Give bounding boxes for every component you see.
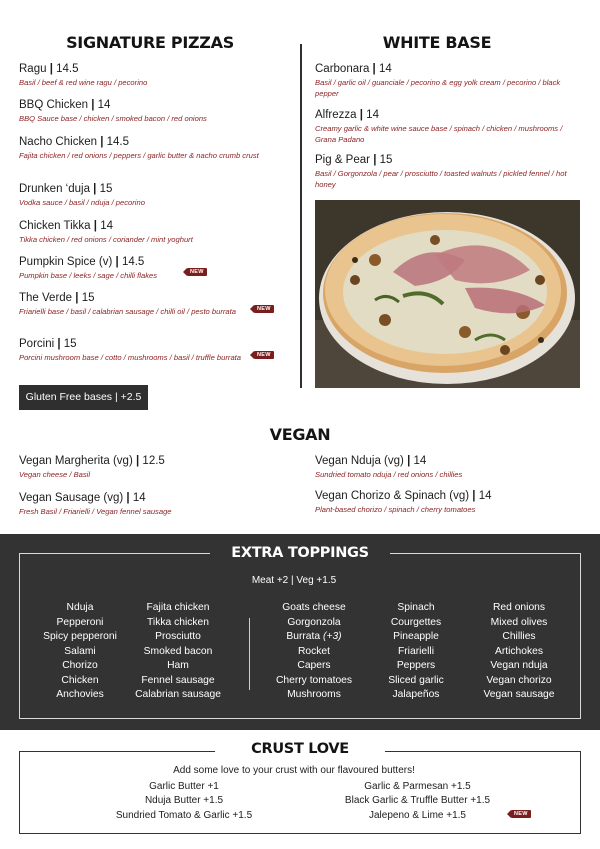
crust-butter: Jalepeno & Lime +1.5 [368,809,466,821]
topping: Spicy pepperoni [43,631,117,642]
topping: Cherry tomatoes [275,674,353,686]
item-name: Vegan Nduja (vg) [315,455,404,467]
topping: Sliced garlic [388,674,444,686]
white-base-heading: WHITE BASE [382,33,492,52]
item-name: Ragu [19,63,47,75]
item-description: Basil / garlic oil / guanciale / pecorino & egg yolk cream / pecorino / black pepper [315,78,561,98]
extra-toppings-heading: EXTRA TOPPINGS [210,543,390,563]
topping: Chorizo [62,660,98,671]
topping: Friarielli [397,645,435,657]
topping: Pepperoni [56,616,104,628]
item-price: 14 [378,63,392,75]
item-description: Basil / beef & red wine ragu / pecorino [19,78,148,87]
menu-item: Pumpkin Spice (v) | 14.5 Pumpkin base / leeks / sage / chilli flakes [19,256,289,282]
item-name: Porcini [19,338,55,350]
item-price: 14 [413,455,427,467]
topping: Mixed olives [490,616,548,628]
veg-toppings-col-1 [262,601,366,703]
item-price: 15 [63,338,77,350]
item-name: Vegan Sausage (vg) [19,492,124,504]
topping: Ham [167,660,189,671]
pizza-photo-image [315,200,580,388]
veg-toppings-col-3 [474,601,564,703]
item-name: Vegan Margherita (vg) [19,455,133,467]
menu-item: Vegan Chorizo & Spinach (vg) | 14 Plant-based chorizo / spinach / cherry tomatoes [315,490,585,516]
crust-butters-right [320,780,515,823]
menu-item: Vegan Sausage (vg) | 14 Fresh Basil / Friarielli / Vegan fennel sausage [19,492,289,518]
item-name: Vegan Chorizo & Spinach (vg) [315,490,470,502]
item-description: Fresh Basil / Friarielli / Vegan fennel sausage [19,507,172,516]
item-description: Vegan cheese / Basil [19,470,91,479]
topping: Chicken [61,674,99,686]
item-name: Pig & Pear [315,154,370,166]
topping: Rocket [297,645,331,657]
item-price: 14 [478,490,492,502]
item-description: Plant-based chorizo / spinach / cherry tomatoes [315,505,476,514]
item-price: 14 [100,220,114,232]
topping: Anchovies [56,689,104,700]
column-divider [300,44,302,388]
item-description: Sundried tomato nduja / red onions / chillies [315,470,463,479]
topping: Prosciutto [155,631,201,642]
crust-butter: Nduja Butter +1.5 [144,795,224,807]
pizza-photo [315,200,580,388]
item-name: BBQ Chicken [19,99,89,111]
topping: Nduja [66,602,94,613]
topping: Goats cheese [282,602,346,613]
item-price: 14.5 [56,63,79,75]
item-price: 12.5 [142,455,165,467]
item-description: Basil / Gorgonzola / pear / prosciutto / toasted walnuts / pickled fennel / hot honey [315,169,567,189]
item-price: 14 [132,492,146,504]
menu-item: The Verde | 15 Friarielli base / basil / calabrian sausage / chilli oil / pesto burrata [19,292,259,318]
topping: Smoked bacon [143,645,213,657]
menu-item: Pig & Pear | 15 Basil / Gorgonzola / pear / prosciutto / toasted walnuts / pickled fennel / hot honey [315,154,585,190]
item-price: 15 [99,183,113,195]
menu-item: Ragu | 14.5 Basil / beef & red wine ragu / pecorino [19,63,289,89]
topping: Mushrooms [287,689,341,700]
topping: Jalapeños [392,689,440,700]
new-badge: NEW [254,351,274,359]
topping: Calabrian sausage [135,689,221,700]
menu-item: Drunken ‘duja | 15 Vodka sauce / basil / nduja / pecorino [19,183,289,209]
item-name: Chicken Tikka [19,220,91,232]
item-price: 14.5 [121,256,145,268]
new-badge: NEW [511,810,531,818]
menu-item: Chicken Tikka | 14 Tikka chicken / red onions / coriander / mint yoghurt [19,220,289,246]
item-price: 15 [379,154,393,166]
crust-butter: Garlic & Parmesan +1.5 [364,781,471,792]
topping: Salami [64,645,96,657]
topping: Gorgonzola [287,616,341,628]
crust-butter: Sundried Tomato & Garlic +1.5 [115,809,253,821]
burrata-surcharge: (+3) [323,631,342,642]
crust-love-intro: Add some love to your crust with our flavoured butters! [173,765,415,776]
topping: Fajita chicken [146,602,210,613]
gluten-free-note: Gluten Free bases | +2.5 [19,385,148,410]
meat-toppings-col-2 [123,601,233,703]
item-name: The Verde [19,292,73,304]
item-price: 14.5 [106,136,129,148]
crust-love-heading: CRUST LOVE [215,739,385,759]
topping: Capers [297,660,331,671]
crust-butter: Garlic Butter +1 [149,781,219,792]
item-description: Porcini mushroom base / cotto / mushrooms / basil / truffle burrata [19,353,241,362]
topping: Spinach [397,602,435,613]
veg-toppings-col-2 [372,601,460,703]
topping: Courgettes [390,616,442,628]
topping: Red onions [492,602,546,613]
menu-item: Nacho Chicken | 14.5 Fajita chicken / red onions / peppers / garlic butter & nacho crumb crust [19,136,274,162]
item-description: Creamy garlic & white wine sauce base / spinach / chicken / mushrooms / Grana Padano [315,124,563,144]
item-name: Carbonara [315,63,370,75]
item-price: 15 [81,292,95,304]
menu-item: Alfrezza | 14 Creamy garlic & white wine sauce base / spinach / chicken / mushrooms / Grana Padano [315,109,570,145]
item-name: Alfrezza [315,109,357,121]
topping: Vegan chorizo [486,674,552,686]
item-price: 14 [97,99,111,111]
item-description: BBQ Sauce base / chicken / smoked bacon / red onions [19,114,207,123]
menu-item: BBQ Chicken | 14 BBQ Sauce base / chicken / smoked bacon / red onions [19,99,289,125]
item-description: Fajita chicken / red onions / peppers / garlic butter & nacho crumb crust [19,151,259,160]
topping: Chillies [502,631,536,642]
new-badge: NEW [187,268,207,276]
signature-pizzas-heading: SIGNATURE PIZZAS [66,33,234,52]
vegan-heading: VEGAN [269,425,331,444]
item-name: Nacho Chicken [19,136,97,148]
item-description: Tikka chicken / red onions / coriander / mint yoghurt [19,235,193,244]
menu-item: Vegan Margherita (vg) | 12.5 Vegan cheese / Basil [19,455,289,481]
extra-toppings-prices: Meat +2 | Veg +1.5 [251,575,337,586]
topping: Pineapple [393,631,439,642]
meat-toppings-col-1 [30,601,130,703]
item-description: Friarielli base / basil / calabrian sausage / chilli oil / pesto burrata [19,307,236,316]
topping: Artichokes [494,645,544,657]
topping: Fennel sausage [141,674,215,686]
topping: Vegan sausage [483,689,555,700]
crust-butters-left [100,780,268,823]
topping: Peppers [396,660,436,671]
menu-item: Vegan Nduja (vg) | 14 Sundried tomato nduja / red onions / chillies [315,455,585,481]
item-name: Drunken ‘duja [19,183,90,195]
item-price: 14 [366,109,379,121]
crust-butter: Black Garlic & Truffle Butter +1.5 [344,795,491,807]
toppings-divider [249,618,250,690]
item-description: Pumpkin base / leeks / sage / chilli flakes [19,271,158,280]
topping: Vegan nduja [490,660,548,671]
item-description: Vodka sauce / basil / nduja / pecorino [19,198,145,207]
menu-item: Porcini | 15 Porcini mushroom base / cotto / mushrooms / basil / truffle burrata [19,338,259,364]
menu-item: Carbonara | 14 Basil / garlic oil / guanciale / pecorino & egg yolk cream / pecorino / black pepper [315,63,585,99]
new-badge: NEW [254,305,274,313]
topping: Tikka chicken [147,616,209,628]
topping: Burrata (+3) [286,631,342,642]
item-name: Pumpkin Spice (v) [19,256,113,268]
